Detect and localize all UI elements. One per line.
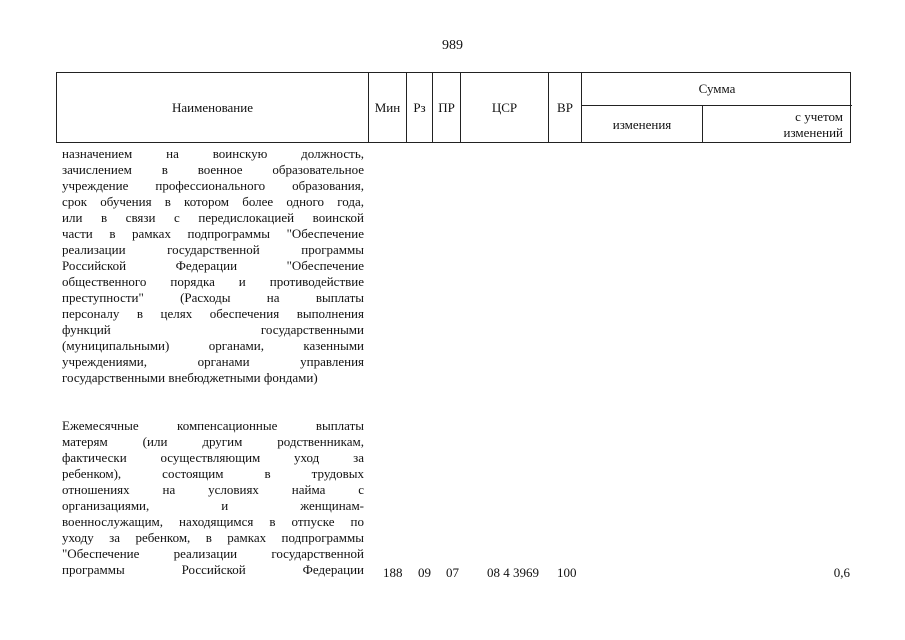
text-line: уходу за ребенком, в рамках подпрограммы [62, 530, 364, 545]
text-line: срок обучения в котором более одного года, [62, 194, 364, 209]
entry2-rz: 09 [418, 565, 431, 580]
header-sum: Сумма [582, 73, 852, 106]
entry2-vr: 100 [557, 565, 577, 580]
text-line: ребенком), состоящим в трудовых [62, 466, 364, 481]
text-line: реализации государственной программы [62, 242, 364, 257]
text-line: преступности" (Расходы на выплаты [62, 290, 364, 305]
text-line: персоналу в целях обеспечения выполнения [62, 306, 364, 321]
text-line: (муниципальными) органами, казенными [62, 338, 364, 353]
header-name: Наименование [57, 73, 369, 142]
header-with-changes [703, 106, 851, 143]
text-line: программы Российской Федерации [62, 562, 364, 577]
header-vr: ВР [549, 73, 582, 142]
text-line: учреждение профессионального образования, [62, 178, 364, 193]
text-line: или в связи с передислокацией воинской [62, 210, 364, 225]
header-pr: ПР [433, 73, 461, 142]
page-number: 989 [442, 38, 463, 53]
text-line: фактически осуществляющим уход за [62, 450, 364, 465]
header-min: Мин [369, 73, 407, 142]
entry2-pr: 07 [446, 565, 459, 580]
text-line: военнослужащим, находящимся в отпуске по [62, 514, 364, 529]
text-line: организациями, и женщинам- [62, 498, 364, 513]
text-line: учреждениями, органами управления [62, 354, 364, 369]
header-with-changes-line2: изменений [783, 124, 843, 140]
header-with-changes-line1: с учетом [795, 108, 843, 124]
table-header [56, 72, 851, 143]
header-changes: изменения [582, 106, 703, 143]
text-line: отношениях на условиях найма с [62, 482, 364, 497]
header-csr: ЦСР [461, 73, 549, 142]
header-rz: Рз [407, 73, 433, 142]
entry2-text [62, 418, 364, 578]
text-line: части в рамках подпрограммы "Обеспечение [62, 226, 364, 241]
entry2-value: 0,6 [833, 565, 850, 580]
text-line: матерям (или другим родственникам, [62, 434, 364, 449]
text-line: общественного порядка и противодействие [62, 274, 364, 289]
text-line: назначением на воинскую должность, [62, 146, 364, 161]
text-line: Ежемесячные компенсационные выплаты [62, 418, 364, 433]
text-line: функций государственными [62, 322, 364, 337]
text-line: зачислением в военное образовательное [62, 162, 364, 177]
entry2-min: 188 [383, 565, 403, 580]
entry2-csr: 08 4 3969 [487, 565, 539, 580]
text-line: "Обеспечение реализации государственной [62, 546, 364, 561]
text-line: государственными внебюджетными фондами) [62, 370, 318, 385]
text-line: Российской Федерации "Обеспечение [62, 258, 364, 273]
entry1-text [62, 146, 364, 386]
